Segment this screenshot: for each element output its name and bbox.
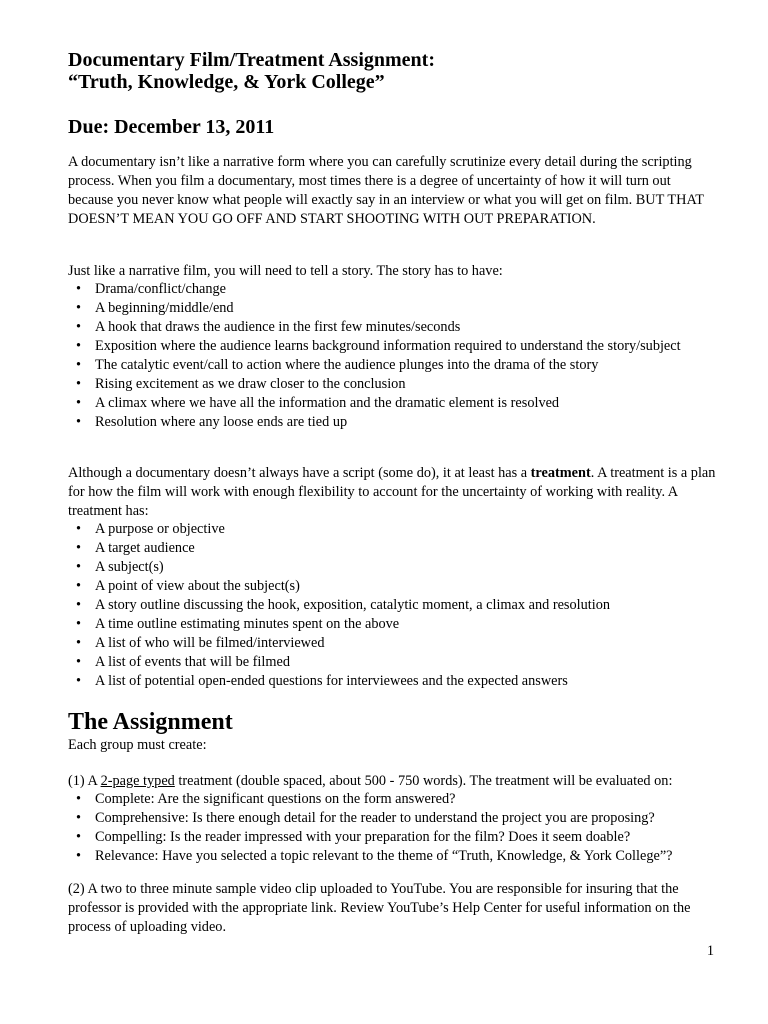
treatment-lead-text-cont: . A treatment is a plan for how the film will work with enough flexibility to account for the uncertainty of working with reality. A treatment has:	[68, 465, 716, 519]
item-1-suffix: treatment (double spaced, about 500 - 750 words). The treatment will be evaluated on:	[174, 773, 673, 789]
list-item: • A time outline estimating minutes spent on the above	[68, 615, 718, 634]
list-item: • Exposition where the audience learns background information required to understand the story/subject	[68, 337, 718, 356]
item-1-prefix: (1) A	[68, 773, 101, 789]
list-item: • Rising excitement as we draw closer to the conclusion	[68, 375, 718, 394]
list-item: • The catalytic event/call to action where the audience plunges into the drama of the story	[68, 356, 718, 375]
treatment-lead-text: Although a documentary doesn’t always have a script (some do), it at least has a	[68, 465, 531, 481]
list-item: • A list of potential open-ended questions for interviewees and the expected answers	[68, 672, 718, 691]
list-item: • A hook that draws the audience in the first few minutes/seconds	[68, 318, 718, 337]
list-item: • A purpose or objective	[68, 520, 718, 539]
evaluation-criteria-list	[68, 790, 718, 866]
list-item: • A story outline discussing the hook, exposition, catalytic moment, a climax and resolution	[68, 596, 718, 615]
list-item: • A beginning/middle/end	[68, 299, 718, 318]
document-title	[68, 49, 718, 93]
story-requirements-list	[68, 280, 718, 432]
list-item: • A climax where we have all the information and the dramatic element is resolved	[68, 394, 718, 413]
item-1-underlined: 2-page typed	[100, 773, 175, 789]
list-item: • A list of events that will be filmed	[68, 653, 718, 672]
list-item: • A target audience	[68, 539, 718, 558]
due-date: Due: December 13, 2011	[68, 116, 275, 138]
assignment-item-2: (2) A two to three minute sample video clip uploaded to YouTube. You are responsible for insuring that the professor is provided with the appropriate link. Review YouTube’s Help Center for useful information on the process of uploading video.	[68, 881, 691, 935]
assignment-item-1	[68, 772, 718, 791]
title-line-2: “Truth, Knowledge, & York College”	[68, 71, 385, 93]
page-number: 1	[706, 943, 714, 959]
title-line-1: Documentary Film/Treatment Assignment:	[68, 49, 435, 71]
list-item: • A subject(s)	[68, 558, 718, 577]
treatment-paragraph	[68, 464, 718, 521]
assignment-lead: Each group must create:	[68, 737, 207, 753]
list-item: • Compelling: Is the reader impressed with your preparation for the film? Does it seem doable?	[68, 828, 718, 847]
list-item: • A list of who will be filmed/interviewed	[68, 634, 718, 653]
list-item: • Complete: Are the significant questions on the form answered?	[68, 790, 718, 809]
story-lead: Just like a narrative film, you will need to tell a story. The story has to have:	[68, 263, 503, 279]
list-item: • Relevance: Have you selected a topic relevant to the theme of “Truth, Knowledge, & York College”?	[68, 847, 718, 866]
intro-paragraph: A documentary isn’t like a narrative form where you can carefully scrutinize every detail during the scripting process. When you film a documentary, most times there is a degree of uncertainty of how it will turn out because you never know what people will exactly say in an interview or what you will get on film. BUT THAT DOESN’T MEAN YOU GO OFF AND START SHOOTING WITH OUT PREPARATION.	[68, 154, 704, 227]
list-item: • A point of view about the subject(s)	[68, 577, 718, 596]
list-item: • Comprehensive: Is there enough detail for the reader to understand the project you are proposing?	[68, 809, 718, 828]
list-item: • Drama/conflict/change	[68, 280, 718, 299]
treatment-term: treatment	[530, 465, 591, 481]
list-item: • Resolution where any loose ends are tied up	[68, 413, 718, 432]
assignment-heading: The Assignment	[68, 709, 233, 735]
treatment-elements-list	[68, 520, 718, 691]
